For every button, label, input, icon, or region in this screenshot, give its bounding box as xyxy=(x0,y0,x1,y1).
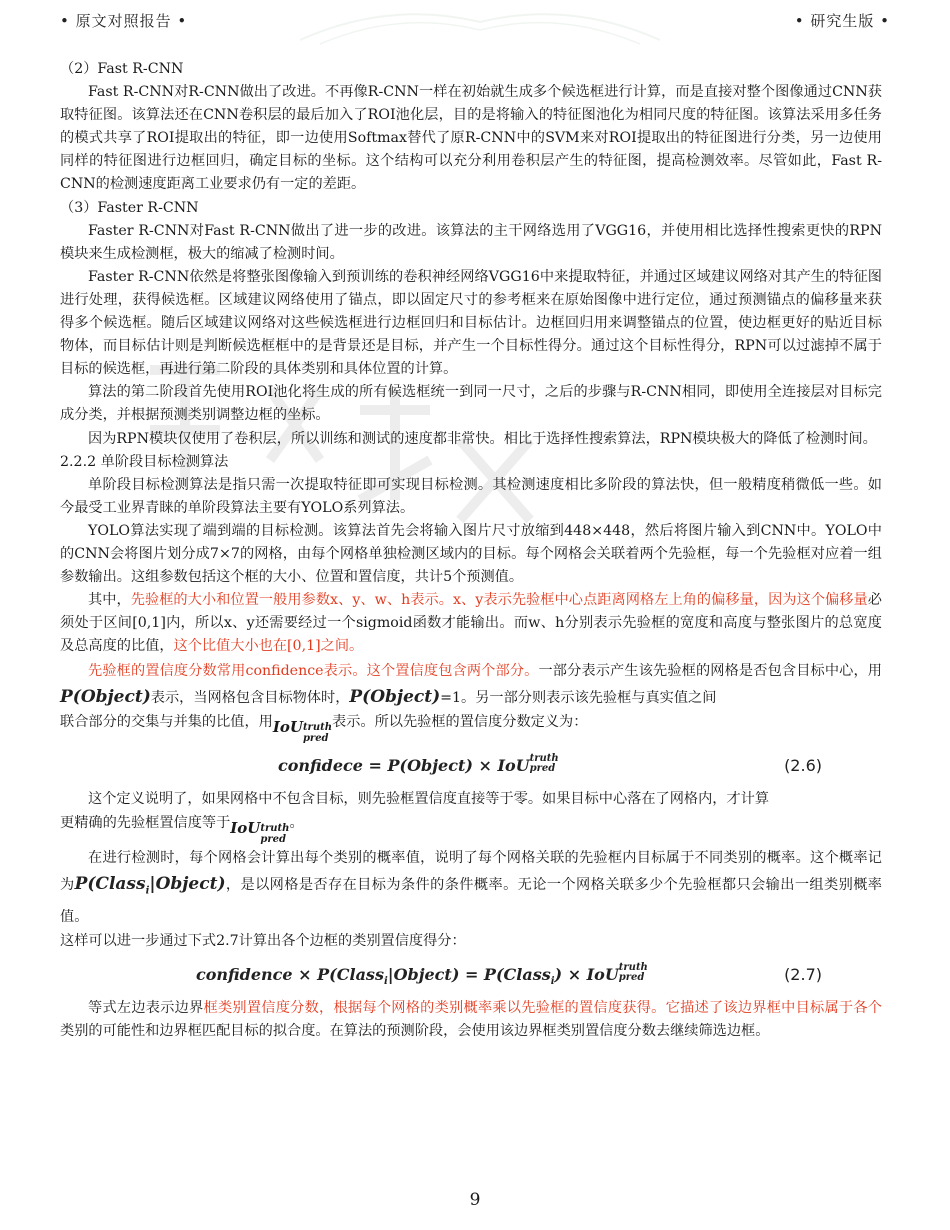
para-fast-rcnn: Fast R-CNN对R-CNN做出了改进。不再像R-CNN一样在初始就生成多个候选框进行计算，而是直接对整个图像通过CNN获取特征图。该算法还在CNN卷积层的最后加入了ROI池化层，目的是将输入的特征图池化为相同尺度的特征图。该算法采用多任务的模式共享了ROI提取出的特征，即一边使用Softmax替代了原R-CNN中的SVM来对ROI提取出的特征图进行分类，另一边使用同样的特征图进行边框回归，确定目标的坐标。这个结构可以充分利用卷积层产生的特征图，提高检测效率。尽管如此，Fast R-CNN的检测速度距离工业要求仍有一定的差距。 xyxy=(60,84,882,193)
last-text-2: 类别的可能性和边界框匹配目标的拟合度。在算法的预测阶段，会使用该边界框类别置信度分数去继续筛选边框。 xyxy=(60,1023,770,1040)
para-faster-4: 因为RPN模块仅使用了卷积层，所以训练和测试的速度都非常快。相比于选择性搜索算法，RPN模块极大的降低了检测时间。 xyxy=(88,430,877,447)
section-faster-rcnn: （3）Faster R-CNN xyxy=(60,199,199,216)
eq27-sub1: i xyxy=(383,976,388,988)
para-faster-2: Faster R-CNN依然是将整张图像输入到预训练的卷积神经网络VGG16中来提取特征，并通过区域建议网络对其产生的特征图进行处理，获得候选框。区域建议网络使用了锚点，即以固定尺寸的参考框来在原始图像中进行定位，通过预测锚点的偏移量来获得多个候选框。随后区域建议网络对这些候选框进行边框回归和目标估计。边框回归用来调整锚点的位置，使边框更好的贴近目标物体，而目标估计则是判断候选框框中的是背景还是目标，并产生一个目标性得分。通过这个目标性得分，RPN可以过滤掉不属于目标的候选框，再进行第二阶段的具体类别和具体位置的计算。 xyxy=(60,268,882,378)
para-faster-1: Faster R-CNN对Fast R-CNN做出了进一步的改进。该算法的主干网络选用了VGG16，并使用相比选择性搜索更快的RPN模块来生成检测框，极大的缩减了检测时间。 xyxy=(60,222,882,262)
main-text xyxy=(60,58,882,1043)
iou-sup: truth xyxy=(302,722,332,734)
eq26-sup: truth xyxy=(529,753,559,765)
para-faster-3: 算法的第二阶段首先使用ROI池化将生成的所有候选框统一到同一尺寸，之后的步骤与R-CNN相同，即使用全连接层对目标完成分类，并根据预测类别调整边框的坐标。 xyxy=(60,384,882,424)
eq27-c: ) × IoU xyxy=(554,965,619,985)
section-fast-rcnn: （2）Fast R-CNN xyxy=(60,61,184,77)
pclass-text: P(Class xyxy=(74,873,146,894)
iou2-sub: pred xyxy=(260,833,286,845)
para-definition-cont xyxy=(60,812,882,845)
eq27-formula xyxy=(196,963,648,993)
conf-text-5: 表示。所以先验框的置信度分数定义为： xyxy=(332,714,588,731)
class-text-1: 在进行检测时，每个网格会计算出每个类别的概率值，说明了每个网格关联的先验框内目标属于不同类别的概率。这个概率记为 xyxy=(60,849,882,893)
pclass-tail: |Object) xyxy=(149,873,226,894)
iou-sub: pred xyxy=(302,733,329,745)
math-iou xyxy=(272,718,332,745)
section-2-2-2: 2.2.2 单阶段目标检测算法 xyxy=(60,453,229,470)
params-highlight-1: 先验框的大小和位置一般用参数x、y、w、h表示。x、y表示先验框中心点距离网格左上角的偏移量，因为这个偏移量 xyxy=(130,592,868,609)
conf-text-4: 联合部分的交集与并集的比值，用 xyxy=(60,714,273,731)
para-eq27-intro: 这样可以进一步通过下式2.7计算出各个边框的类别置信度得分： xyxy=(60,932,466,949)
eq27-sub2: i xyxy=(550,976,555,988)
math-p-object: P(Object) xyxy=(60,687,151,708)
para-last xyxy=(60,997,882,1043)
iou2-sup: truth xyxy=(260,822,290,834)
params-lead: 其中， xyxy=(88,592,131,609)
last-highlight: 框类别置信度分数，根据每个网格的类别概率乘以先验框的置信度获得。它描述了该边界框中目标属于各个 xyxy=(203,1000,882,1017)
conf-text-1: 一部分表示产生该先验框的网格是否包含目标中心，用 xyxy=(538,663,882,680)
eq26-sub: pred xyxy=(529,763,556,775)
equation-2-6 xyxy=(60,746,882,786)
para-params xyxy=(60,589,882,658)
def-text: 更精确的先验框置信度等于 xyxy=(60,814,231,831)
para-definition: 这个定义说明了，如果网格中不包含目标，则先验框置信度直接等于零。如果目标中心落在了网格内，才计算 xyxy=(88,791,770,808)
eq27-subp: pred xyxy=(618,972,645,984)
math-p-object-2: P(Object) xyxy=(349,687,441,708)
def-end: 。 xyxy=(289,814,304,831)
params-plain: 必须处于区间[0,1]内，所以x、y还需要经过一个sigmoid函数才能输出。而w、h分别表示先验框的宽度和高度与整张图片的总宽度及总高度的比值， xyxy=(60,592,882,655)
header-ornament xyxy=(300,0,660,48)
eq27-number: (2.7) xyxy=(784,965,822,985)
class-text-2: ，是以网格是否存在目标为条件的条件概率。无论一个网格关联多少个先验框都只会输出一组类别概率值。 xyxy=(60,876,882,925)
eq27-a: confidence × P(Class xyxy=(196,965,384,985)
last-text-1: 等式左边表示边界 xyxy=(88,1000,204,1017)
page-number: 9 xyxy=(469,1190,481,1210)
conf-text-3: =1。另一部分则表示该先验框与真实值之间 xyxy=(440,690,717,707)
iou2-label: IoU xyxy=(230,818,261,837)
header-right: • 研究生版 • xyxy=(794,12,890,30)
eq26-text: confidece = P(Object) × IoU xyxy=(278,756,530,776)
para-confidence-cont xyxy=(60,711,882,744)
equation-2-7 xyxy=(60,955,882,995)
pclass-sub: i xyxy=(145,884,150,896)
eq27-sup: truth xyxy=(618,962,648,974)
eq27-b: |Object) = P(Class xyxy=(387,965,551,985)
params-highlight-2: 这个比值大小也在[0,1]之间。 xyxy=(173,638,364,655)
conf-text-2: 表示，当网格包含目标物体时， xyxy=(150,690,350,707)
para-class-prob xyxy=(60,845,882,930)
eq26-formula xyxy=(278,754,559,777)
math-p-class xyxy=(75,874,226,894)
para-confidence xyxy=(60,658,882,711)
conf-highlight: 先验框的置信度分数常用confidence表示。这个置信度包含两个部分。 xyxy=(88,663,539,680)
header-left: • 原文对照报告 • xyxy=(60,12,188,30)
para-yolo: YOLO算法实现了端到端的目标检测。该算法首先会将输入图片尺寸放缩到448×448，然后将图片输入到CNN中。YOLO中的CNN会将图片划分成7×7的网格，由每个网格单独检测区域内的目标。每个网格会关联着两个先验框，每一个先验框对应着一组参数输出。这组参数包括这个框的大小、位置和置信度，共计5个预测值。 xyxy=(60,522,882,586)
para-single-stage: 单阶段目标检测算法是指只需一次提取特征即可实现目标检测。其检测速度相比多阶段的算法快，但一般精度稍微低一些。如今最受工业界青睐的单阶段算法主要有YOLO系列算法。 xyxy=(60,476,882,516)
math-iou-2 xyxy=(230,818,290,845)
iou-label: IoU xyxy=(272,718,303,737)
eq26-number: (2.6) xyxy=(784,756,822,776)
